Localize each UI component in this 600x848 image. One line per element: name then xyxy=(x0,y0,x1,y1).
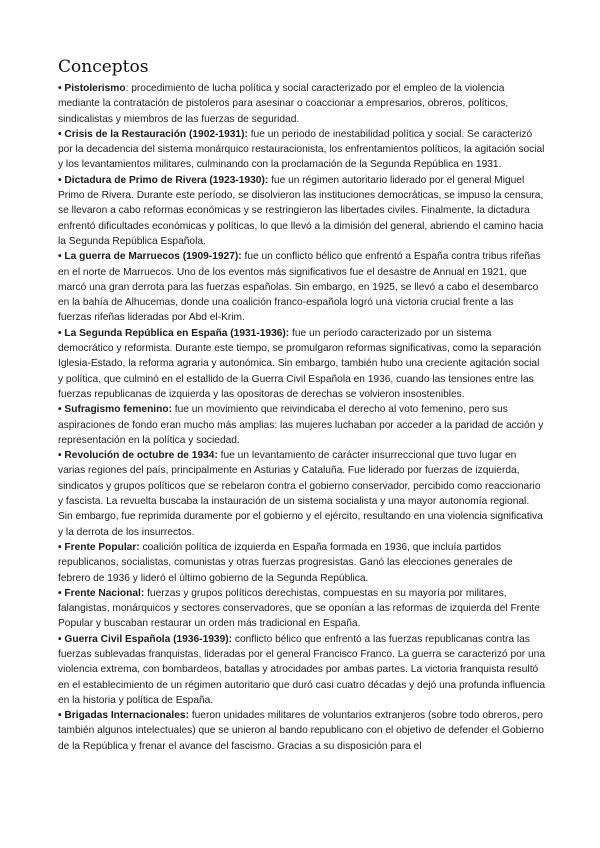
concept-definition: coalición política de izquierda en España formada en 1936, que incluía partidos republicanos, socialistas, comunistas y otras fuerzas progresistas. Ganó las elecciones generales de febrero de 1936 y lideró el último gobierno de la Segunda República. xyxy=(58,541,513,584)
bullet-icon: • xyxy=(58,633,62,645)
list-item-guerra-marruecos xyxy=(58,249,546,325)
document-page xyxy=(58,56,546,754)
concept-term: Brigadas Internacionales: xyxy=(64,710,189,722)
concept-term: La guerra de Marruecos (1909-1927): xyxy=(64,251,242,263)
list-item-pistolerismo xyxy=(58,81,546,127)
concept-definition: fue un movimiento que reivindicaba el derecho al voto femenino, pero sus aspiraciones de fondo eran mucho más amplias: las mujeres luchaban por acceder a la paridad de acción y representación en la política y sociedad. xyxy=(58,404,544,446)
list-item-frente-nacional xyxy=(58,586,546,632)
concept-definition: fueron unidades militares de voluntarios extranjeros (sobre todo obreros, pero también algunos intelectuales) que se unieron al bando republicano con el objetivo de defender el Gobierno de la República y frenar el avance del fascismo. Gracias a su disposición para el xyxy=(58,710,544,752)
concept-term: Guerra Civil Española (1936-1939): xyxy=(64,633,233,645)
list-item-crisis-restauracion xyxy=(58,127,546,173)
bullet-icon: • xyxy=(58,587,62,599)
concept-definition: fue un periodo de inestabilidad política y social. Se caracterizó por la decadencia del sistema monárquico restauracionista, los enfrentamientos políticos, la agitación social y los levantamientos militares, culminando con la proclamación de la Segunda República en 1931. xyxy=(58,128,545,171)
concept-definition: fue un conflicto bélico que enfrentó a España contra tribus rifeñas en el norte de Marruecos. Uno de los eventos más significativos fue el desastre de Annual en 1921, que marcó una gran derrota para las fuerzas españolas. Sin embargo, en 1925, se llevó a cabo el desembarco en la bahía de Alhucemas, donde una coalición franco-española logró una victoria crucial frente a las fuerzas rifeñas lideradas por Abd el-Krim. xyxy=(58,251,541,324)
concept-definition: fue un régimen autoritario liderado por el general Miguel Primo de Rivera. Durante este período, se disolvieron las instituciones democráticas, se impuso la censura, se llevaron a cabo reformas económicas y se restringieron las libertades civiles. Finalmente, la dictadura enfrentó dificultades económicas y políticas, lo que llevó a la dimisión del general, abriendo el camino hacia la Segunda República Española. xyxy=(58,174,544,247)
concept-list xyxy=(58,81,546,754)
list-item-brigadas-internacionales xyxy=(58,708,546,754)
list-item-segunda-republica xyxy=(58,326,546,402)
bullet-icon: • xyxy=(58,251,62,263)
list-item-frente-popular xyxy=(58,540,546,586)
list-item-guerra-civil xyxy=(58,632,546,708)
concept-definition: fue un levantamiento de carácter insurreccional que tuvo lugar en varias regiones del país, principalmente en Asturias y Cataluña. Fue liderado por fuerzas de izquierda, sindicatos y grupos políticos que se rebelaron contra el gobierno conservador, percibido como reaccionario y fascista. La revuelta buscaba la instauración de un sistema socialista y una mayor autonomía regional. Sin embargo, fue reprimida duramente por el gobierno y el ejército, resultando en una violencia significativa y la derrota de los insurrectos. xyxy=(58,450,543,538)
concept-term: Dictadura de Primo de Rivera (1923-1930): xyxy=(64,174,269,186)
list-item-sufragismo-femenino xyxy=(58,402,546,448)
bullet-icon: • xyxy=(58,710,62,722)
bullet-icon: • xyxy=(58,327,62,339)
concept-definition: conflicto bélico que enfrentó a las fuerzas republicanas contra las fuerzas sublevadas franquistas, lideradas por el general Francisco Franco. La guerra se caracterizó por una violencia extrema, con bombardeos, batallas y atrocidades por ambas partes. La victoria franquista resultó en el establecimiento de un régimen autoritario que duró casi cuatro décadas y dejó una profunda influencia en la historia y política de España. xyxy=(58,633,546,706)
bullet-icon: • xyxy=(58,128,62,140)
concept-definition: fuerzas y grupos políticos derechistas, compuestas en su mayoría por militares, falangistas, monárquicos y sectores conservadores, que se oponían a las reformas de izquierda del Frente Popular y buscaban restaurar un orden más tradicional en España. xyxy=(58,587,540,630)
list-item-dictadura-primo-rivera xyxy=(58,173,546,249)
concept-term: Revolución de octubre de 1934: xyxy=(64,450,218,462)
bullet-icon: • xyxy=(58,83,62,94)
bullet-icon: • xyxy=(58,174,62,186)
concept-definition: : procedimiento de lucha política y social caracterizado por el empleo de la violencia mediante la contratación de pistoleros para asesinar o coaccionar a empresarios, obreros, políticos, sindicalistas y miembros de las fuerzas de seguridad. xyxy=(58,83,509,125)
concept-term: Frente Popular: xyxy=(64,541,140,553)
page-title: Conceptos xyxy=(58,57,149,77)
bullet-icon: • xyxy=(58,450,62,462)
concept-term: Sufragismo femenino: xyxy=(64,404,172,416)
concept-term: La Segunda República en España (1931-1936): xyxy=(64,327,290,339)
concept-term: Pistolerismo xyxy=(64,83,126,94)
concept-definition: fue un período caracterizado por un sistema democrático y reformista. Durante este tiempo, se promulgaron reformas significativas, como la separación Iglesia-Estado, la reforma agraria y autonómica. Sin embargo, también hubo una creciente agitación social y política, que culminó en el estallido de la Guerra Civil Española en 1936, cuando las tensiones entre las fuerzas republicanas de izquierda y las opositoras de derechas se volvieron insostenibles. xyxy=(58,327,541,400)
bullet-icon: • xyxy=(58,541,62,553)
concept-term: Crisis de la Restauración (1902-1931): xyxy=(64,128,248,140)
list-item-revolucion-1934 xyxy=(58,448,546,540)
bullet-icon: • xyxy=(58,404,62,416)
concept-term: Frente Nacional: xyxy=(64,587,145,599)
